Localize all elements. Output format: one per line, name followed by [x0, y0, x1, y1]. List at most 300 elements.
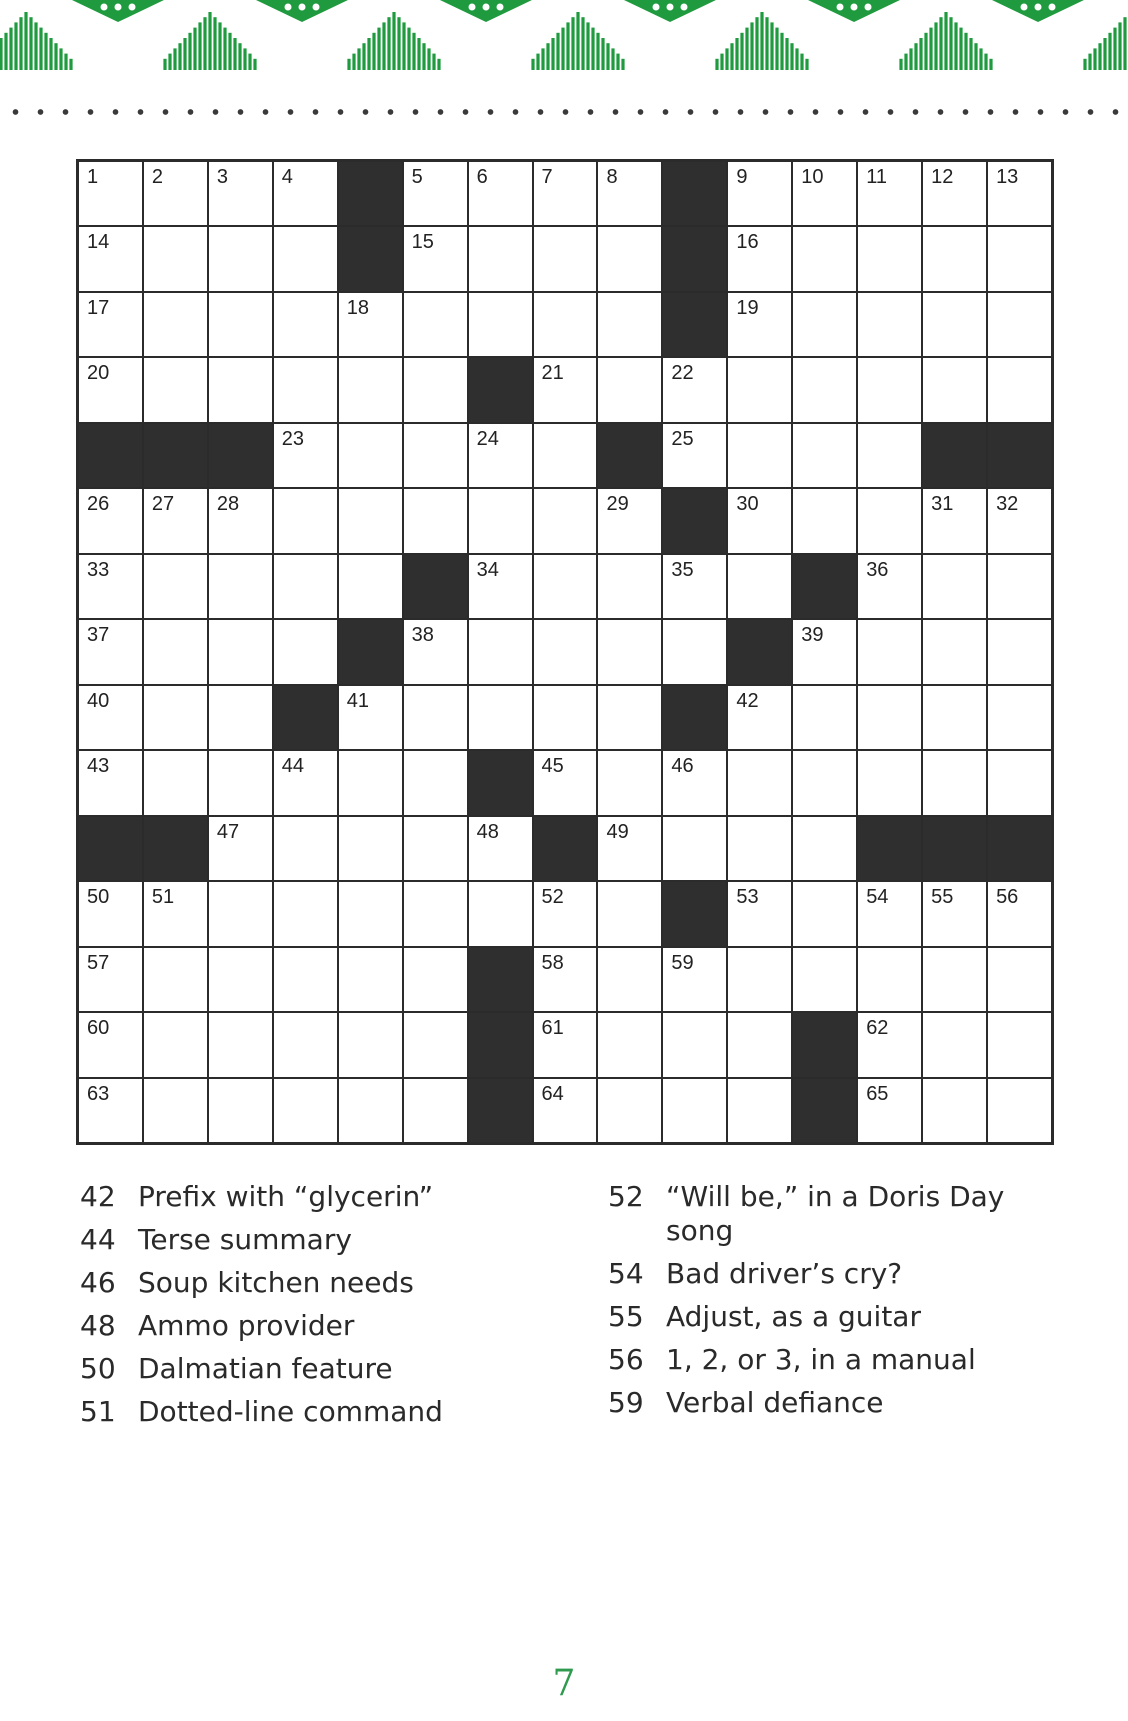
- grid-cell[interactable]: [79, 1013, 142, 1076]
- grid-cell[interactable]: [793, 817, 856, 880]
- grid-cell[interactable]: [274, 751, 337, 814]
- grid-cell[interactable]: [144, 555, 207, 618]
- clue-number: 48: [80, 1309, 116, 1342]
- grid-cell[interactable]: [274, 555, 337, 618]
- black-square: [144, 817, 207, 880]
- grid-cell[interactable]: [469, 489, 532, 552]
- cell-number: 24: [476, 427, 499, 450]
- grid-cell[interactable]: [923, 882, 986, 945]
- grid-cell[interactable]: [793, 227, 856, 290]
- grid-cell[interactable]: [274, 227, 337, 290]
- grid-cell[interactable]: [793, 293, 856, 356]
- clue-item: [80, 1180, 600, 1214]
- grid-cell[interactable]: [404, 882, 467, 945]
- grid-cell[interactable]: [144, 162, 207, 225]
- cell-number: 51: [151, 886, 175, 909]
- grid-cell[interactable]: [793, 948, 856, 1011]
- grid-cell[interactable]: [404, 489, 467, 552]
- cell-number: 17: [87, 296, 110, 319]
- grid-cell[interactable]: [663, 1013, 726, 1076]
- grid-cell[interactable]: [79, 882, 142, 945]
- grid-cell[interactable]: [858, 882, 921, 945]
- grid-cell[interactable]: [339, 882, 402, 945]
- grid-cell[interactable]: [534, 751, 597, 814]
- grid-cell[interactable]: [793, 620, 856, 683]
- clue-number: 56: [608, 1343, 644, 1376]
- grid-cell[interactable]: [79, 620, 142, 683]
- cell-number: 49: [606, 820, 629, 843]
- grid-cell[interactable]: [469, 817, 532, 880]
- cell-number: 29: [606, 493, 629, 516]
- grid-cell[interactable]: [339, 817, 402, 880]
- black-square: [663, 293, 726, 356]
- clue-item: [80, 1352, 600, 1386]
- clue-text: “Will be,” in a Doris Day song: [666, 1180, 1005, 1247]
- black-square: [404, 555, 467, 618]
- cell-number: 16: [736, 231, 759, 254]
- grid-cell[interactable]: [144, 948, 207, 1011]
- grid-cell[interactable]: [209, 227, 272, 290]
- cell-number: 65: [866, 1082, 889, 1105]
- grid-cell[interactable]: [339, 1013, 402, 1076]
- clue-text: Verbal defiance: [666, 1386, 884, 1419]
- grid-cell[interactable]: [923, 358, 986, 421]
- clue-item: [80, 1266, 600, 1300]
- grid-cell[interactable]: [598, 751, 661, 814]
- grid-cell[interactable]: [339, 751, 402, 814]
- black-square: [988, 424, 1051, 487]
- grid-cell[interactable]: [404, 817, 467, 880]
- grid-cell[interactable]: [598, 489, 661, 552]
- grid-cell[interactable]: [598, 948, 661, 1011]
- grid-cell[interactable]: [534, 424, 597, 487]
- grid-cell[interactable]: [728, 358, 791, 421]
- cell-number: 52: [541, 886, 564, 909]
- grid-cell[interactable]: [209, 555, 272, 618]
- cell-number: 28: [216, 493, 240, 516]
- grid-cell[interactable]: [988, 293, 1051, 356]
- cell-number: 12: [931, 166, 954, 188]
- grid-cell[interactable]: [728, 489, 791, 552]
- grid-cell[interactable]: [404, 358, 467, 421]
- grid-cell[interactable]: [598, 293, 661, 356]
- grid-cell[interactable]: [923, 620, 986, 683]
- grid-cell[interactable]: [534, 620, 597, 683]
- grid-cell[interactable]: [79, 948, 142, 1011]
- black-square: [274, 686, 337, 749]
- grid-cell[interactable]: [988, 1079, 1051, 1142]
- grid-cell[interactable]: [404, 948, 467, 1011]
- black-square: [144, 424, 207, 487]
- clue-number: 59: [608, 1386, 644, 1419]
- grid-cell[interactable]: [274, 293, 337, 356]
- grid-cell[interactable]: [988, 686, 1051, 749]
- cell-number: 57: [87, 951, 110, 974]
- grid-cell[interactable]: [534, 1013, 597, 1076]
- grid-cell[interactable]: [793, 686, 856, 749]
- grid-cell[interactable]: [339, 358, 402, 421]
- grid-cell[interactable]: [988, 620, 1051, 683]
- grid-cell[interactable]: [598, 227, 661, 290]
- grid-cell[interactable]: [923, 1013, 986, 1076]
- grid-cell[interactable]: [598, 358, 661, 421]
- grid-cell[interactable]: [923, 555, 986, 618]
- cell-number: 61: [541, 1017, 564, 1040]
- grid-cell[interactable]: [988, 358, 1051, 421]
- grid-cell[interactable]: [598, 686, 661, 749]
- grid-cell[interactable]: [274, 817, 337, 880]
- grid-cell[interactable]: [209, 948, 272, 1011]
- grid-cell[interactable]: [534, 489, 597, 552]
- grid-cell[interactable]: [988, 882, 1051, 945]
- grid-cell[interactable]: [209, 293, 272, 356]
- grid-cell[interactable]: [209, 882, 272, 945]
- grid-cell[interactable]: [728, 555, 791, 618]
- grid-cell[interactable]: [858, 686, 921, 749]
- grid-cell[interactable]: [728, 882, 791, 945]
- grid-cell[interactable]: [79, 227, 142, 290]
- grid-cell[interactable]: [469, 293, 532, 356]
- grid-cell[interactable]: [598, 620, 661, 683]
- cell-number: 9: [736, 166, 748, 188]
- black-square: [469, 751, 532, 814]
- grid-cell[interactable]: [728, 227, 791, 290]
- grid-cell[interactable]: [469, 162, 532, 225]
- black-square: [858, 817, 921, 880]
- grid-cell[interactable]: [534, 686, 597, 749]
- grid-cell[interactable]: [728, 751, 791, 814]
- grid-cell[interactable]: [534, 555, 597, 618]
- grid-cell[interactable]: [534, 358, 597, 421]
- grid-cell[interactable]: [663, 751, 726, 814]
- grid-cell[interactable]: [923, 293, 986, 356]
- grid-cell[interactable]: [534, 882, 597, 945]
- grid-cell[interactable]: [144, 489, 207, 552]
- grid-cell[interactable]: [793, 162, 856, 225]
- grid-cell[interactable]: [663, 948, 726, 1011]
- cell-number: 46: [671, 755, 694, 778]
- grid-cell[interactable]: [404, 751, 467, 814]
- grid-cell[interactable]: [793, 882, 856, 945]
- grid-cell[interactable]: [728, 1013, 791, 1076]
- black-square: [469, 358, 532, 421]
- black-square: [923, 424, 986, 487]
- cell-number: 45: [541, 755, 564, 778]
- cell-number: 35: [671, 558, 694, 581]
- cell-number: 7: [541, 166, 553, 188]
- grid-cell[interactable]: [144, 620, 207, 683]
- clue-item: [80, 1395, 600, 1429]
- cell-number: 44: [281, 755, 305, 778]
- grid-cell[interactable]: [469, 227, 532, 290]
- grid-cell[interactable]: [79, 489, 142, 552]
- grid-cell[interactable]: [728, 686, 791, 749]
- grid-cell[interactable]: [469, 555, 532, 618]
- grid-cell[interactable]: [209, 817, 272, 880]
- clue-number: 50: [80, 1352, 116, 1385]
- grid-cell[interactable]: [534, 293, 597, 356]
- cell-number: 50: [87, 886, 110, 909]
- black-square: [79, 424, 142, 487]
- grid-cell[interactable]: [663, 555, 726, 618]
- black-square: [339, 162, 402, 225]
- grid-cell[interactable]: [144, 293, 207, 356]
- grid-cell[interactable]: [728, 817, 791, 880]
- grid-cell[interactable]: [988, 751, 1051, 814]
- cell-number: 48: [476, 820, 499, 843]
- clue-text: Prefix with “glycerin”: [138, 1180, 434, 1213]
- grid-cell[interactable]: [858, 489, 921, 552]
- grid-cell[interactable]: [79, 293, 142, 356]
- grid-cell[interactable]: [534, 227, 597, 290]
- black-square: [663, 686, 726, 749]
- cell-number: 4: [281, 166, 293, 188]
- cell-number: 8: [606, 166, 618, 188]
- grid-cell[interactable]: [923, 751, 986, 814]
- grid-cell[interactable]: [79, 162, 142, 225]
- clue-number: 54: [608, 1257, 644, 1290]
- grid-cell[interactable]: [79, 555, 142, 618]
- cell-number: 32: [996, 493, 1019, 516]
- grid-cell[interactable]: [728, 162, 791, 225]
- grid-cell[interactable]: [404, 162, 467, 225]
- black-square: [793, 1013, 856, 1076]
- grid-cell[interactable]: [534, 162, 597, 225]
- grid-cell[interactable]: [274, 948, 337, 1011]
- clue-number: 52: [608, 1180, 644, 1213]
- grid-cell[interactable]: [144, 1013, 207, 1076]
- grid-cell[interactable]: [534, 1079, 597, 1142]
- cell-number: 64: [541, 1082, 564, 1105]
- grid-cell[interactable]: [274, 882, 337, 945]
- grid-cell[interactable]: [858, 162, 921, 225]
- grid-cell[interactable]: [404, 293, 467, 356]
- black-square: [469, 1079, 532, 1142]
- grid-cell[interactable]: [274, 620, 337, 683]
- cell-number: 34: [476, 558, 499, 581]
- grid-cell[interactable]: [923, 1079, 986, 1142]
- clue-text: Dotted-line command: [138, 1395, 443, 1428]
- grid-cell[interactable]: [663, 817, 726, 880]
- cell-number: 11: [866, 166, 887, 188]
- grid-cell[interactable]: [858, 293, 921, 356]
- black-square: [339, 227, 402, 290]
- black-square: [793, 555, 856, 618]
- grid-cell[interactable]: [404, 424, 467, 487]
- black-square: [988, 817, 1051, 880]
- grid-cell[interactable]: [274, 1013, 337, 1076]
- grid-cell[interactable]: [404, 686, 467, 749]
- clue-item: [80, 1309, 600, 1343]
- cell-number: 19: [736, 296, 759, 319]
- clue-item: [80, 1223, 600, 1257]
- grid-cell[interactable]: [144, 882, 207, 945]
- grid-cell[interactable]: [728, 1079, 791, 1142]
- grid-cell[interactable]: [663, 358, 726, 421]
- grid-cell[interactable]: [209, 489, 272, 552]
- cell-number: 20: [87, 362, 110, 385]
- grid-cell[interactable]: [79, 686, 142, 749]
- grid-cell[interactable]: [923, 489, 986, 552]
- clue-number: 46: [80, 1266, 116, 1299]
- grid-cell[interactable]: [209, 686, 272, 749]
- cell-number: 58: [541, 951, 564, 974]
- cell-number: 41: [346, 689, 369, 712]
- cell-number: 37: [87, 624, 110, 647]
- black-square: [209, 424, 272, 487]
- cell-number: 25: [671, 427, 694, 450]
- grid-cell[interactable]: [988, 1013, 1051, 1076]
- grid-cell[interactable]: [144, 1079, 207, 1142]
- grid-cell[interactable]: [274, 1079, 337, 1142]
- zigzag-border-icon: [0, 0, 1128, 80]
- cell-number: 42: [736, 689, 759, 712]
- grid-cell[interactable]: [793, 424, 856, 487]
- cell-number: 43: [87, 755, 110, 778]
- grid-cell[interactable]: [793, 358, 856, 421]
- clue-text: Bad driver’s cry?: [666, 1257, 903, 1290]
- grid-cell[interactable]: [858, 424, 921, 487]
- grid-cell[interactable]: [404, 1079, 467, 1142]
- grid-cell[interactable]: [404, 620, 467, 683]
- grid-cell[interactable]: [79, 358, 142, 421]
- black-square: [469, 1013, 532, 1076]
- grid-cell[interactable]: [209, 620, 272, 683]
- cell-number: 10: [801, 166, 824, 188]
- grid-cell[interactable]: [858, 1079, 921, 1142]
- grid-cell[interactable]: [988, 948, 1051, 1011]
- grid-cell[interactable]: [274, 424, 337, 487]
- grid-cell[interactable]: [469, 882, 532, 945]
- grid-cell[interactable]: [728, 293, 791, 356]
- grid-cell[interactable]: [923, 948, 986, 1011]
- cell-number: 26: [87, 493, 110, 516]
- crossword-grid[interactable]: [76, 159, 1054, 1145]
- grid-cell[interactable]: [339, 948, 402, 1011]
- grid-cell[interactable]: [339, 555, 402, 618]
- grid-cell[interactable]: [663, 620, 726, 683]
- grid-cell[interactable]: [923, 162, 986, 225]
- black-square: [663, 489, 726, 552]
- grid-cell[interactable]: [598, 555, 661, 618]
- grid-cell[interactable]: [469, 620, 532, 683]
- cell-number: 60: [87, 1017, 110, 1040]
- grid-cell[interactable]: [209, 358, 272, 421]
- grid-cell[interactable]: [598, 162, 661, 225]
- clue-number: 51: [80, 1395, 116, 1428]
- black-square: [923, 817, 986, 880]
- cell-number: 40: [87, 689, 110, 712]
- cell-number: 15: [411, 231, 434, 254]
- grid-cell[interactable]: [988, 489, 1051, 552]
- dotted-divider: [0, 106, 1128, 118]
- grid-cell[interactable]: [988, 227, 1051, 290]
- grid-cell[interactable]: [858, 227, 921, 290]
- grid-cell[interactable]: [988, 555, 1051, 618]
- grid-cell[interactable]: [469, 424, 532, 487]
- grid-cell[interactable]: [858, 555, 921, 618]
- clue-item: [608, 1386, 1048, 1420]
- grid-cell[interactable]: [728, 948, 791, 1011]
- grid-cell[interactable]: [274, 358, 337, 421]
- grid-cell[interactable]: [209, 162, 272, 225]
- clue-number: 55: [608, 1300, 644, 1333]
- clue-item: [608, 1343, 1048, 1377]
- grid-cell[interactable]: [598, 1013, 661, 1076]
- grid-cell[interactable]: [339, 1079, 402, 1142]
- grid-cell[interactable]: [923, 686, 986, 749]
- grid-cell[interactable]: [858, 751, 921, 814]
- grid-cell[interactable]: [404, 1013, 467, 1076]
- clue-text: 1, 2, or 3, in a manual: [666, 1343, 976, 1376]
- grid-cell[interactable]: [534, 948, 597, 1011]
- grid-cell[interactable]: [598, 817, 661, 880]
- grid-cell[interactable]: [274, 489, 337, 552]
- down-clues-right-column: [608, 1180, 1048, 1429]
- grid-cell[interactable]: [858, 358, 921, 421]
- grid-cell[interactable]: [858, 948, 921, 1011]
- grid-cell[interactable]: [144, 686, 207, 749]
- clue-text: Dalmatian feature: [138, 1352, 393, 1385]
- grid-cell[interactable]: [793, 751, 856, 814]
- cell-number: 31: [931, 493, 954, 516]
- grid-cell[interactable]: [209, 751, 272, 814]
- cell-number: 23: [281, 427, 305, 450]
- grid-cell[interactable]: [923, 227, 986, 290]
- cell-number: 36: [866, 558, 889, 581]
- grid-cell[interactable]: [469, 686, 532, 749]
- grid-cell[interactable]: [404, 227, 467, 290]
- grid-cell[interactable]: [598, 882, 661, 945]
- grid-cell[interactable]: [339, 424, 402, 487]
- grid-cell[interactable]: [209, 1013, 272, 1076]
- clue-text: Adjust, as a guitar: [666, 1300, 921, 1333]
- grid-cell[interactable]: [339, 293, 402, 356]
- cell-number: 5: [411, 166, 423, 188]
- grid-cell[interactable]: [598, 1079, 661, 1142]
- cell-number: 53: [736, 886, 759, 909]
- grid-cell[interactable]: [663, 1079, 726, 1142]
- cell-number: 1: [87, 166, 99, 188]
- grid-cell[interactable]: [144, 358, 207, 421]
- black-square: [469, 948, 532, 1011]
- cell-number: 56: [996, 886, 1019, 909]
- grid-cell[interactable]: [209, 1079, 272, 1142]
- grid-cell[interactable]: [79, 751, 142, 814]
- black-square: [793, 1079, 856, 1142]
- grid-cell[interactable]: [339, 686, 402, 749]
- clue-item: [608, 1257, 1048, 1291]
- grid-cell[interactable]: [339, 489, 402, 552]
- grid-cell[interactable]: [144, 227, 207, 290]
- grid-cell[interactable]: [858, 1013, 921, 1076]
- down-clues-left-column: [80, 1180, 600, 1438]
- black-square: [534, 817, 597, 880]
- grid-cell[interactable]: [988, 162, 1051, 225]
- cell-number: 30: [736, 493, 759, 516]
- page-number: 7: [552, 1663, 576, 1704]
- grid-cell[interactable]: [274, 162, 337, 225]
- grid-cell[interactable]: [663, 424, 726, 487]
- grid-cell[interactable]: [728, 424, 791, 487]
- grid-cell[interactable]: [793, 489, 856, 552]
- clue-text: Soup kitchen needs: [138, 1266, 414, 1299]
- grid-cell[interactable]: [858, 620, 921, 683]
- grid-cell[interactable]: [144, 751, 207, 814]
- cell-number: 18: [346, 296, 369, 319]
- grid-cell[interactable]: [79, 1079, 142, 1142]
- cell-number: 2: [151, 166, 164, 188]
